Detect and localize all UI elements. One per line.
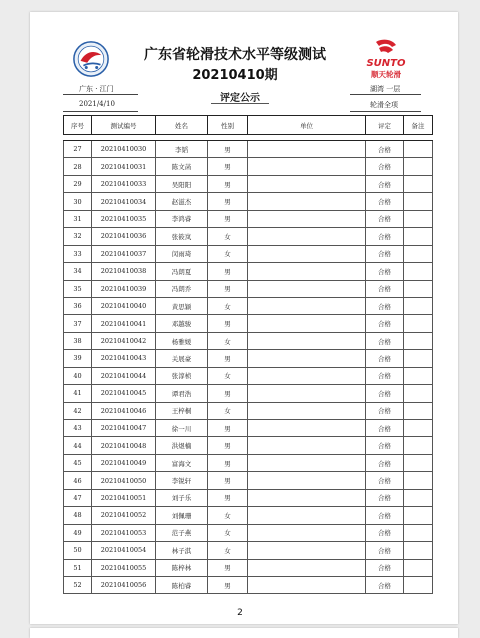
cell-rating: 合格	[366, 141, 404, 158]
cell-unit	[248, 175, 366, 192]
cell-remarks	[404, 507, 433, 524]
cell-rating: 合格	[366, 158, 404, 175]
table-row	[64, 559, 433, 576]
cell-test-id: 20210410035	[92, 210, 156, 227]
cell-gender: 男	[208, 210, 248, 227]
cell-unit	[248, 542, 366, 559]
cell-gender: 男	[208, 193, 248, 210]
cell-rating: 合格	[366, 454, 404, 471]
cell-gender: 女	[208, 297, 248, 314]
cell-rating: 合格	[366, 175, 404, 192]
cell-name: 闵雨琦	[156, 245, 208, 262]
cell-gender: 男	[208, 489, 248, 506]
cell-index: 34	[64, 263, 92, 280]
table-row	[64, 158, 433, 175]
table-row	[64, 576, 433, 593]
cell-unit	[248, 524, 366, 541]
cell-name: 李韬	[156, 141, 208, 158]
cell-unit	[248, 245, 366, 262]
cell-remarks	[404, 350, 433, 367]
cell-rating: 合格	[366, 297, 404, 314]
document-title: 广东省轮滑技术水平等级测试	[144, 47, 326, 63]
cell-unit	[248, 402, 366, 419]
cell-remarks	[404, 542, 433, 559]
header-index: 序号	[64, 116, 92, 135]
cell-name: 王梓桐	[156, 402, 208, 419]
cell-index: 49	[64, 524, 92, 541]
table-row	[64, 454, 433, 471]
cell-gender: 女	[208, 367, 248, 384]
cell-test-id: 20210410033	[92, 175, 156, 192]
table-row	[64, 297, 433, 314]
subtitle: 评定公示	[220, 93, 260, 104]
cell-gender: 女	[208, 402, 248, 419]
cell-index: 40	[64, 367, 92, 384]
cell-name: 邓越骏	[156, 315, 208, 332]
table-row	[64, 175, 433, 192]
cell-index: 51	[64, 559, 92, 576]
cell-gender: 男	[208, 175, 248, 192]
cell-name: 刘子乐	[156, 489, 208, 506]
table-row	[64, 210, 433, 227]
cell-rating: 合格	[366, 315, 404, 332]
cell-unit	[248, 280, 366, 297]
cell-test-id: 20210410031	[92, 158, 156, 175]
cell-test-id: 20210410041	[92, 315, 156, 332]
cell-remarks	[404, 524, 433, 541]
cell-test-id: 20210410039	[92, 280, 156, 297]
table-row	[64, 332, 433, 349]
cell-gender: 男	[208, 576, 248, 593]
header-test-id: 测试编号	[92, 116, 156, 135]
cell-unit	[248, 228, 366, 245]
cell-index: 43	[64, 420, 92, 437]
cell-name: 黄思颖	[156, 297, 208, 314]
cell-name: 张淳桢	[156, 367, 208, 384]
cell-gender: 女	[208, 228, 248, 245]
cell-test-id: 20210410049	[92, 454, 156, 471]
cell-rating: 合格	[366, 193, 404, 210]
cell-rating: 合格	[366, 542, 404, 559]
cell-unit	[248, 437, 366, 454]
table-row	[64, 367, 433, 384]
cell-gender: 男	[208, 385, 248, 402]
cell-remarks	[404, 193, 433, 210]
cell-name: 张筱岚	[156, 228, 208, 245]
venue-text: 湖湾 一层	[370, 85, 401, 93]
cell-rating: 合格	[366, 524, 404, 541]
cell-index: 37	[64, 315, 92, 332]
subtitle-underline	[211, 103, 269, 104]
cell-test-id: 20210410048	[92, 437, 156, 454]
results-table	[63, 115, 433, 594]
cell-index: 52	[64, 576, 92, 593]
cell-index: 46	[64, 472, 92, 489]
cell-rating: 合格	[366, 576, 404, 593]
cell-test-id: 20210410055	[92, 559, 156, 576]
cell-unit	[248, 315, 366, 332]
cell-unit	[248, 193, 366, 210]
cell-rating: 合格	[366, 559, 404, 576]
cell-test-id: 20210410030	[92, 141, 156, 158]
cell-remarks	[404, 263, 433, 280]
cell-test-id: 20210410042	[92, 332, 156, 349]
cell-index: 29	[64, 175, 92, 192]
cell-index: 38	[64, 332, 92, 349]
cell-unit	[248, 559, 366, 576]
cell-remarks	[404, 385, 433, 402]
cell-index: 39	[64, 350, 92, 367]
cell-remarks	[404, 437, 433, 454]
cell-rating: 合格	[366, 367, 404, 384]
cell-test-id: 20210410053	[92, 524, 156, 541]
cell-rating: 合格	[366, 350, 404, 367]
cell-name: 范子燕	[156, 524, 208, 541]
cell-index: 42	[64, 402, 92, 419]
cell-test-id: 20210410052	[92, 507, 156, 524]
event-text: 轮滑全项	[370, 101, 398, 109]
cell-unit	[248, 141, 366, 158]
table-row	[64, 507, 433, 524]
cell-index: 31	[64, 210, 92, 227]
cell-gender: 女	[208, 507, 248, 524]
cell-gender: 男	[208, 280, 248, 297]
cell-remarks	[404, 420, 433, 437]
cell-unit	[248, 297, 366, 314]
header-name: 姓名	[156, 116, 208, 135]
cell-rating: 合格	[366, 489, 404, 506]
cell-unit	[248, 489, 366, 506]
cell-remarks	[404, 489, 433, 506]
cell-test-id: 20210410054	[92, 542, 156, 559]
cell-name: 徐一川	[156, 420, 208, 437]
cell-test-id: 20210410046	[92, 402, 156, 419]
cell-test-id: 20210410040	[92, 297, 156, 314]
sunto-logo	[362, 38, 410, 80]
table-body	[64, 135, 433, 594]
cell-name: 冯朗夏	[156, 263, 208, 280]
cell-test-id: 20210410038	[92, 263, 156, 280]
cell-test-id: 20210410036	[92, 228, 156, 245]
sunto-logo-icon	[362, 38, 410, 80]
cell-index: 28	[64, 158, 92, 175]
cell-test-id: 20210410051	[92, 489, 156, 506]
cell-unit	[248, 454, 366, 471]
cell-rating: 合格	[366, 402, 404, 419]
logo-right-bottom-text: 顺天轮滑	[371, 70, 401, 79]
cell-unit	[248, 263, 366, 280]
cell-remarks	[404, 280, 433, 297]
date-underline	[63, 111, 138, 112]
cell-index: 44	[64, 437, 92, 454]
cell-remarks	[404, 245, 433, 262]
document-period: 20210410期	[192, 68, 278, 83]
cell-rating: 合格	[366, 507, 404, 524]
cell-rating: 合格	[366, 420, 404, 437]
cell-name: 吴阳阳	[156, 175, 208, 192]
cell-rating: 合格	[366, 280, 404, 297]
cell-index: 47	[64, 489, 92, 506]
cell-test-id: 20210410056	[92, 576, 156, 593]
cell-rating: 合格	[366, 263, 404, 280]
header-remarks: 备注	[404, 116, 433, 135]
cell-gender: 男	[208, 559, 248, 576]
header-unit: 单位	[248, 116, 366, 135]
cell-test-id: 20210410050	[92, 472, 156, 489]
cell-unit	[248, 385, 366, 402]
cell-index: 35	[64, 280, 92, 297]
cell-name: 关展豪	[156, 350, 208, 367]
cell-remarks	[404, 228, 433, 245]
cell-index: 45	[64, 454, 92, 471]
cell-unit	[248, 332, 366, 349]
cell-name: 洪煜楠	[156, 437, 208, 454]
cell-test-id: 20210410034	[92, 193, 156, 210]
cell-remarks	[404, 454, 433, 471]
table-row	[64, 402, 433, 419]
cell-name: 赵滋杰	[156, 193, 208, 210]
cell-index: 50	[64, 542, 92, 559]
cell-remarks	[404, 158, 433, 175]
table-row	[64, 420, 433, 437]
cell-index: 33	[64, 245, 92, 262]
location-underline	[63, 94, 138, 95]
cell-remarks	[404, 210, 433, 227]
cell-index: 30	[64, 193, 92, 210]
header-gender: 性别	[208, 116, 248, 135]
cell-test-id: 20210410043	[92, 350, 156, 367]
cell-name: 陈柏睿	[156, 576, 208, 593]
location-text: 广东 · 江门	[79, 85, 114, 93]
cell-name: 谭君浩	[156, 385, 208, 402]
page-number: 2	[237, 608, 243, 618]
table-row	[64, 245, 433, 262]
header-rating: 评定	[366, 116, 404, 135]
cell-remarks	[404, 367, 433, 384]
cell-rating: 合格	[366, 385, 404, 402]
cell-name: 林子淇	[156, 542, 208, 559]
cell-gender: 男	[208, 141, 248, 158]
cell-index: 48	[64, 507, 92, 524]
cell-gender: 男	[208, 263, 248, 280]
cell-remarks	[404, 576, 433, 593]
association-logo-icon	[72, 40, 110, 78]
cell-name: 李鸿睿	[156, 210, 208, 227]
table-row	[64, 315, 433, 332]
cell-index: 27	[64, 141, 92, 158]
cell-test-id: 20210410044	[92, 367, 156, 384]
table-row	[64, 524, 433, 541]
cell-rating: 合格	[366, 228, 404, 245]
table-row	[64, 263, 433, 280]
cell-rating: 合格	[366, 472, 404, 489]
cell-unit	[248, 507, 366, 524]
table-row	[64, 193, 433, 210]
cell-gender: 男	[208, 350, 248, 367]
table-row	[64, 141, 433, 158]
cell-unit	[248, 210, 366, 227]
cell-unit	[248, 350, 366, 367]
cell-rating: 合格	[366, 332, 404, 349]
cell-gender: 男	[208, 454, 248, 471]
cell-name: 冯朗乔	[156, 280, 208, 297]
cell-test-id: 20210410047	[92, 420, 156, 437]
cell-gender: 女	[208, 332, 248, 349]
table-row	[64, 437, 433, 454]
cell-gender: 男	[208, 437, 248, 454]
cell-unit	[248, 367, 366, 384]
cell-gender: 男	[208, 420, 248, 437]
cell-remarks	[404, 332, 433, 349]
cell-remarks	[404, 315, 433, 332]
cell-gender: 男	[208, 158, 248, 175]
cell-unit	[248, 576, 366, 593]
cell-remarks	[404, 297, 433, 314]
cell-unit	[248, 472, 366, 489]
cell-remarks	[404, 175, 433, 192]
cell-test-id: 20210410045	[92, 385, 156, 402]
cell-index: 36	[64, 297, 92, 314]
venue-underline	[350, 94, 421, 95]
cell-remarks	[404, 472, 433, 489]
logo-right-top-text: SUNTO	[366, 58, 406, 69]
next-page-edge	[30, 628, 458, 638]
table-row	[64, 280, 433, 297]
table-row	[64, 542, 433, 559]
cell-name: 杨雅媛	[156, 332, 208, 349]
cell-gender: 男	[208, 315, 248, 332]
cell-name: 李锐轩	[156, 472, 208, 489]
cell-name: 刘佩珊	[156, 507, 208, 524]
table-row	[64, 228, 433, 245]
cell-name: 富海文	[156, 454, 208, 471]
cell-rating: 合格	[366, 210, 404, 227]
event-underline	[350, 111, 421, 112]
cell-name: 陈文菡	[156, 158, 208, 175]
cell-name: 陈梓林	[156, 559, 208, 576]
cell-remarks	[404, 402, 433, 419]
date-text: 2021/4/10	[79, 100, 115, 108]
cell-unit	[248, 158, 366, 175]
cell-gender: 男	[208, 472, 248, 489]
table-header-row	[64, 116, 433, 135]
table-row	[64, 472, 433, 489]
cell-unit	[248, 420, 366, 437]
cell-index: 32	[64, 228, 92, 245]
cell-rating: 合格	[366, 245, 404, 262]
cell-test-id: 20210410037	[92, 245, 156, 262]
table-row	[64, 350, 433, 367]
cell-gender: 女	[208, 524, 248, 541]
cell-index: 41	[64, 385, 92, 402]
cell-gender: 女	[208, 245, 248, 262]
cell-gender: 女	[208, 542, 248, 559]
cell-remarks	[404, 141, 433, 158]
cell-remarks	[404, 559, 433, 576]
table-row	[64, 385, 433, 402]
table-row	[64, 489, 433, 506]
cell-rating: 合格	[366, 437, 404, 454]
